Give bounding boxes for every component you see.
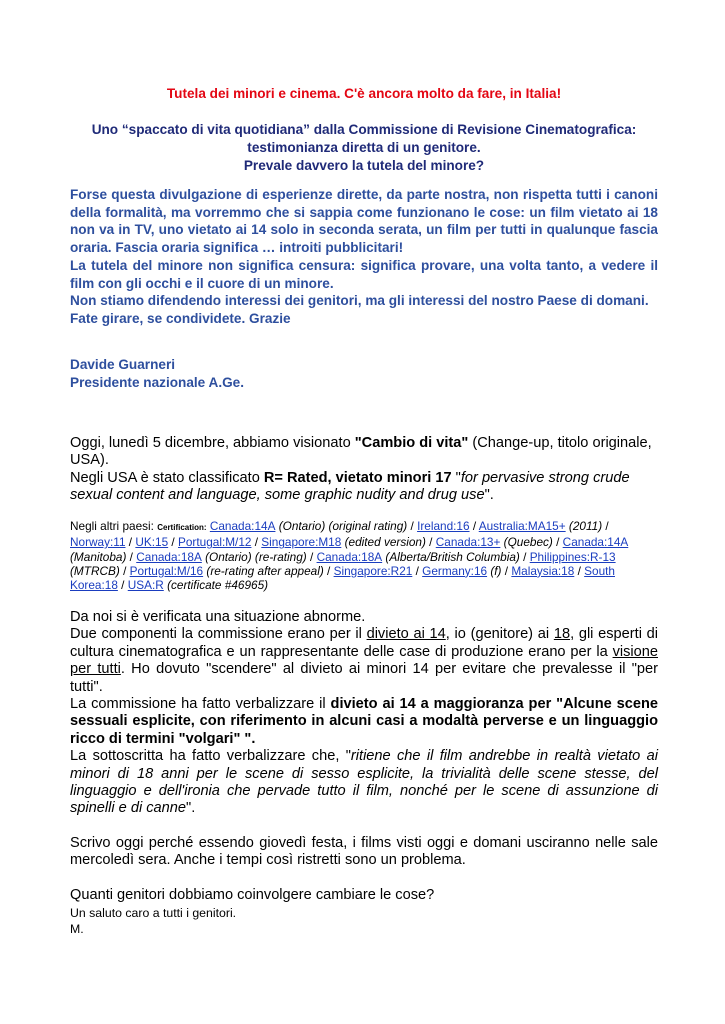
certification-separator: /	[323, 563, 334, 578]
certification-separator: /	[469, 519, 479, 533]
signature-name: Davide Guarneri	[70, 357, 176, 372]
certification-note: (MTRCB)	[70, 563, 120, 578]
account-section	[70, 609, 658, 904]
signature-role: Presidente nazionale A.Ge.	[70, 374, 245, 390]
certification-link[interactable]: USA:R	[127, 578, 164, 593]
commission-verdict: divieto ai 14 a maggioranza per "Alcune scene sessuali esplicite, con riferimento in alcuni casi a modaltà perverse e un linguaggio ricco di termini "volgari" ".	[70, 696, 658, 747]
report-text: Negli USA è stato classificato	[70, 469, 264, 486]
certification-label: Certification:	[157, 523, 207, 532]
underlined-text: visione per tutti	[70, 643, 658, 678]
closing-block	[70, 906, 236, 937]
account-text: , gli esperti di cultura cinematografica e un rappresentante delle case di produzione erano per la	[70, 626, 658, 660]
certification-note: (edited version)	[341, 535, 426, 550]
certification-link[interactable]: Singapore:R21	[333, 563, 413, 578]
certification-link[interactable]: Canada:18A	[316, 549, 383, 564]
report-text: "	[451, 469, 461, 486]
certification-link[interactable]: Australia:MA15+	[478, 519, 566, 533]
certification-link[interactable]: South Korea:18	[70, 563, 615, 593]
certification-link[interactable]: Portugal:M/12	[178, 535, 252, 550]
certification-link[interactable]: Philippines:R-13	[529, 549, 616, 564]
account-paragraph-2	[70, 626, 658, 696]
certification-separator: /	[119, 563, 130, 578]
certification-link[interactable]: Germany:16	[422, 563, 488, 578]
account-paragraph-4	[70, 748, 658, 818]
account-paragraph-3	[70, 696, 658, 748]
account-paragraph-6: Quanti genitori dobbiamo coinvolgere cambiare le cose?	[70, 886, 435, 903]
other-countries-ratings	[70, 519, 658, 592]
account-paragraph-1: Da noi si è verificata una situazione abnorme.	[70, 609, 366, 625]
certification-note: (Ontario) (re-rating)	[201, 549, 307, 564]
report-text: Oggi, lunedì 5 dicembre, abbiamo visionato	[70, 435, 355, 451]
report-text: (Change-up, titolo originale, USA).	[70, 435, 652, 469]
signature-block	[70, 356, 244, 391]
account-paragraph-5: Scrivo oggi perché essendo giovedì festa, i films visti oggi e domani usciranno nelle sale mercoledì sera. Anche i tempi così ristretti sono un problema.	[70, 834, 658, 869]
account-text: La sottoscritta ha fatto verbalizzare che, "	[70, 748, 351, 765]
certification-separator: /	[407, 519, 418, 533]
document-subtitle	[70, 121, 658, 175]
certification-separator: /	[519, 549, 530, 564]
intro-paragraph-2: La tutela del minore non significa censura: significa provare, una volta tanto, a vedere il film con gli occhi e il cuore di un minore.	[70, 257, 658, 291]
account-text: La commissione ha fatto verbalizzare il	[70, 696, 331, 713]
certification-separator: /	[168, 535, 178, 550]
certification-note: (Alberta/British Columbia)	[382, 549, 520, 564]
certification-note: (2011)	[565, 519, 603, 533]
certification-link[interactable]: Portugal:M/16	[129, 563, 204, 578]
certification-note: (certificate #46965)	[163, 578, 269, 593]
intro-paragraph-1: Forse questa divulgazione di esperienze dirette, da parte nostra, non rispetta tutti i canoni della formalità, ma vorremmo che si sappia come funzionano le cose: un film vietato ai 18 non va in TV, uno vietato ai 14 solo in seconda serata, un film per tutti in qualunque fascia oraria. Fascia oraria significa … introiti pubblicitari!	[70, 187, 658, 256]
certification-separator: /	[412, 563, 423, 578]
certification-separator: /	[501, 563, 512, 578]
certification-link[interactable]: Norway:11	[70, 535, 126, 550]
account-text: Due componenti la commissione erano per il	[70, 626, 367, 643]
certification-separator: /	[602, 519, 609, 533]
certification-separator: /	[425, 535, 436, 550]
certification-link[interactable]: Canada:14A	[562, 535, 629, 550]
certification-note: (Ontario) (original rating)	[275, 519, 408, 533]
certification-note: (Manitoba)	[70, 549, 127, 564]
document-title: Tutela dei minori e cinema. C'è ancora molto da fare, in Italia!	[166, 86, 562, 101]
closing-line-2: M.	[70, 921, 84, 936]
certification-link[interactable]: Canada:13+	[435, 535, 501, 550]
closing-line-1: Un saluto caro a tutti i genitori.	[70, 906, 237, 920]
certification-link[interactable]: Malaysia:18	[511, 563, 575, 578]
subtitle-line-3: Prevale davvero la tutela del minore?	[243, 158, 485, 173]
certification-link[interactable]: UK:15	[135, 535, 169, 550]
report-section	[70, 435, 658, 504]
report-text: ".	[484, 486, 494, 503]
certification-separator: /	[126, 549, 137, 564]
report-paragraph-2	[70, 470, 658, 505]
intro-section	[70, 186, 658, 328]
account-text: ".	[186, 800, 196, 817]
certification-separator: /	[552, 535, 563, 550]
certification-separator: /	[574, 563, 585, 578]
certification-link[interactable]: Ireland:16	[417, 519, 470, 533]
parent-statement: ritiene che il film andrebbe in realtà vietato ai minori di 18 anni per le scene di sesso esplicite, la trivialità delle scene stesse, del linguaggio e dell'ironia che pervade tutto il film, nonché per le scene di assunzione di spinelli e di canne	[70, 748, 658, 817]
subtitle-line-2: testimonianza diretta di un genitore.	[247, 140, 481, 155]
certification-note: (re-rating after appeal)	[203, 563, 324, 578]
certification-separator: /	[125, 535, 136, 550]
account-text: , io (genitore) ai	[445, 626, 554, 643]
us-rating-reason: for pervasive strong crude sexual content and language, some graphic nudity and drug use	[70, 469, 630, 503]
certification-separator: /	[251, 535, 262, 550]
certification-note: (Quebec)	[500, 535, 553, 550]
us-rating: R= Rated, vietato minori 17	[263, 469, 452, 486]
report-paragraph-1	[70, 435, 658, 470]
intro-paragraph-3: Non stiamo difendendo interessi dei genitori, ma gli interessi del nostro Paese di domani.	[70, 293, 649, 309]
certification-separator: /	[117, 578, 128, 593]
certification-link[interactable]: Canada:18A	[136, 549, 202, 564]
certification-link[interactable]: Singapore:M18	[261, 535, 342, 550]
certification-link[interactable]: Canada:14A	[209, 519, 276, 533]
underlined-text: divieto ai 14	[366, 626, 446, 643]
certification-note: (f)	[487, 563, 502, 578]
subtitle-line-1: Uno “spaccato di vita quotidiana” dalla Commissione di Revisione Cinematografica:	[91, 122, 637, 137]
certification-separator: /	[306, 549, 317, 564]
account-text: . Ho dovuto "scendere" al divieto ai minori 14 per evitare che prevalesse il "per tutti".	[70, 661, 658, 695]
underlined-text: 18	[553, 626, 571, 643]
intro-paragraph-4: Fate girare, se condividete. Grazie	[70, 310, 291, 326]
film-title: "Cambio di vita"	[354, 435, 469, 451]
other-countries-prefix: Negli altri paesi:	[70, 519, 158, 533]
